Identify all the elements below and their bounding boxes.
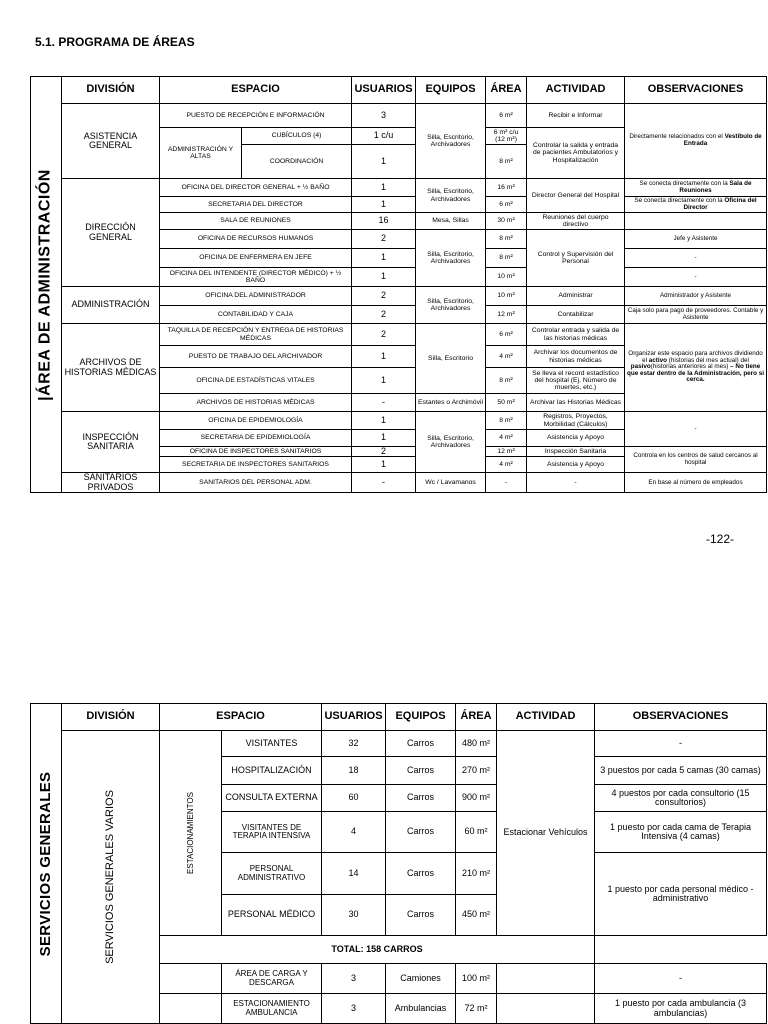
usuarios-cell: 30 — [322, 895, 386, 936]
division-cell: ASISTENCIA GENERAL — [62, 104, 160, 179]
espacio-cell: ARCHIVOS DE HISTORIAS MÉDICAS — [160, 394, 352, 412]
espacio-cell: VISITANTES DE TERAPIA INTENSIVA — [222, 812, 322, 853]
actividad-cell: Archivar los documentos de historias médicas — [527, 346, 625, 368]
usuarios-cell: 1 — [352, 179, 416, 197]
espacio-cell: COORDINACIÓN — [242, 145, 352, 179]
table-row — [31, 731, 767, 757]
area-cell: 12 m² — [486, 447, 527, 457]
actividad-cell: Control y Supervisión del Personal — [527, 230, 625, 287]
area-cell: 12 m² — [486, 306, 527, 324]
equipos-cell: Camiones — [386, 964, 456, 994]
services-table — [30, 703, 767, 1024]
observaciones-cell: 4 puestos por cada consultorio (15 consultorios) — [595, 785, 767, 812]
table-row — [31, 179, 767, 197]
usuarios-cell: 2 — [352, 287, 416, 306]
obs-bold: – No tiene que estar dentro de la Administración, pero si cerca. — [627, 363, 764, 384]
espacio-cell: OFICINA DEL ADMINISTRADOR — [160, 287, 352, 306]
equipos-cell: Ambulancias — [386, 994, 456, 1024]
espacio-cell: PERSONAL MÉDICO — [222, 895, 322, 936]
area-cell: 6 m² — [486, 197, 527, 213]
usuarios-cell: 1 — [352, 346, 416, 368]
division-label: SERVICIOS GENERALES VARIOS — [103, 790, 116, 964]
actividad-cell: Estacionar Vehículos — [497, 731, 595, 936]
espacio-cell: OFICINA DEL DIRECTOR GENERAL + ½ BAÑO — [160, 179, 352, 197]
espacio-cell: SECRETARIA DE EPIDEMIOLOGÍA — [160, 430, 352, 447]
espacio-cell: SECRETARIA DEL DIRECTOR — [160, 197, 352, 213]
area-cell: 6 m² — [486, 104, 527, 128]
area-cell: 480 m² — [456, 731, 497, 757]
obs-text: Directamente relacionados con el — [629, 133, 723, 141]
page-number: -122- — [706, 532, 735, 546]
side-label-cell — [31, 704, 62, 1024]
header-equipos: EQUIPOS — [386, 704, 456, 731]
area-cell: 210 m² — [456, 853, 497, 895]
area-cell: 8 m² — [486, 368, 527, 394]
equipos-cell: Silla, Escritorio, Archivadores — [416, 412, 486, 473]
section-heading: 5.1. PROGRAMA DE ÁREAS — [35, 35, 195, 49]
area-cell: 4 m² — [486, 346, 527, 368]
usuarios-cell: 2 — [352, 230, 416, 249]
area-cell: 8 m² — [486, 249, 527, 268]
espacio-cell: OFICINA DE ENFERMERA EN JEFE — [160, 249, 352, 268]
division-cell — [62, 731, 160, 1024]
equipos-cell: Carros — [386, 853, 456, 895]
table-row — [31, 324, 767, 346]
area-cell: 10 m² — [486, 268, 527, 287]
equipos-cell: Carros — [386, 757, 456, 785]
observaciones-cell: Jefe y Asistente — [625, 230, 767, 249]
usuarios-cell: 3 — [352, 104, 416, 128]
division-cell: ARCHIVOS DE HISTORIAS MÉDICAS — [62, 324, 160, 412]
observaciones-cell: 1 puesto por cada personal médico - administrativo — [595, 853, 767, 936]
table-row — [31, 287, 767, 306]
usuarios-cell: 60 — [322, 785, 386, 812]
espacio-cell: OFICINA DE RECURSOS HUMANOS — [160, 230, 352, 249]
side-label: |ÁREA DE ADMINISTRACIÓN — [36, 168, 54, 401]
subgroup-cell — [160, 731, 222, 936]
actividad-cell: Contabilizar — [527, 306, 625, 324]
actividad-cell: Recibir e Informar — [527, 104, 625, 128]
usuarios-cell: - — [352, 394, 416, 412]
usuarios-cell: 1 — [352, 412, 416, 430]
subgroup-label: ESTACIONAMIENTOS — [185, 792, 195, 874]
espacio-cell: OFICINA DEL INTENDENTE (DIRECTOR MÉDICO) + ½ BAÑO — [160, 268, 352, 287]
area-cell: 8 m² — [486, 412, 527, 430]
actividad-cell: Administrar — [527, 287, 625, 306]
usuarios-cell: 2 — [352, 324, 416, 346]
table-header-row — [31, 77, 767, 104]
side-label-cell — [31, 77, 62, 493]
observaciones-cell: 1 puesto por cada ambulancia (3 ambulancias) — [595, 994, 767, 1024]
equipos-cell: Carros — [386, 812, 456, 853]
espacio-cell: SECRETARIA DE INSPECTORES SANITARIOS — [160, 457, 352, 473]
header-observaciones: OBSERVACIONES — [595, 704, 767, 731]
header-area: ÁREA — [456, 704, 497, 731]
equipos-cell: Silla, Escritorio — [416, 324, 486, 394]
observaciones-cell: 3 puestos por cada 5 camas (30 camas) — [595, 757, 767, 785]
espacio-cell: PUESTO DE RECEPCIÓN E INFORMACIÓN — [160, 104, 352, 128]
espacio-cell: PERSONAL ADMINISTRATIVO — [222, 853, 322, 895]
obs-bold: Oficina del Director — [683, 196, 757, 211]
obs-text: Organizar este espacio para archivos dividiendo el — [628, 349, 763, 364]
area-cell: 270 m² — [456, 757, 497, 785]
total-cell: TOTAL: 158 CARROS — [160, 936, 595, 964]
usuarios-cell: 32 — [322, 731, 386, 757]
header-actividad: ACTIVIDAD — [497, 704, 595, 731]
actividad-cell: Archivar las Historias Médicas — [527, 394, 625, 412]
equipos-cell: Carros — [386, 895, 456, 936]
espacio-cell: SANITARIOS DEL PERSONAL ADM. — [160, 473, 352, 493]
usuarios-cell: 1 — [352, 430, 416, 447]
espacio-cell: HOSPITALIZACIÓN — [222, 757, 322, 785]
side-label: SERVICIOS GENERALES — [37, 771, 55, 956]
actividad-cell: Director General del Hospital — [527, 179, 625, 213]
observaciones-cell: - — [595, 964, 767, 994]
espacio-cell: OFICINA DE INSPECTORES SANITARIOS — [160, 447, 352, 457]
actividad-cell: - — [527, 473, 625, 493]
actividad-cell: Se lleva el record estadístico del hospital (Ej. Número de muertes, etc.) — [527, 368, 625, 394]
observaciones-cell: Caja solo para pago de proveedores. Contable y Asistente — [625, 306, 767, 324]
espacio-cell: OFICINA DE ESTADÍSTICAS VITALES — [160, 368, 352, 394]
header-actividad: ACTIVIDAD — [527, 77, 625, 104]
actividad-cell: Asistencia y Apoyo — [527, 430, 625, 447]
area-cell: 450 m² — [456, 895, 497, 936]
usuarios-cell: 14 — [322, 853, 386, 895]
actividad-cell: Reuniones del cuerpo directivo — [527, 213, 625, 230]
table-header-row — [31, 704, 767, 731]
area-cell: 30 m² — [486, 213, 527, 230]
area-cell: 72 m² — [456, 994, 497, 1024]
area-cell: 60 m² — [456, 812, 497, 853]
header-usuarios: USUARIOS — [322, 704, 386, 731]
obs-text: Se conecta directamente con la — [639, 179, 728, 187]
header-observaciones: OBSERVACIONES — [625, 77, 767, 104]
observaciones-cell: - — [625, 268, 767, 287]
equipos-cell: Wc / Lavamanos — [416, 473, 486, 493]
usuarios-cell: 1 — [352, 457, 416, 473]
equipos-cell: Silla, Escritorio, Archivadores — [416, 230, 486, 287]
equipos-cell: Carros — [386, 785, 456, 812]
usuarios-cell: - — [352, 473, 416, 493]
actividad-cell — [497, 994, 595, 1024]
area-cell: 50 m² — [486, 394, 527, 412]
header-usuarios: USUARIOS — [352, 77, 416, 104]
actividad-cell: Registros, Proyectos, Morbilidad (Cálculos) — [527, 412, 625, 430]
espacio-cell: VISITANTES — [222, 731, 322, 757]
observaciones-cell: - — [625, 249, 767, 268]
area-cell: 16 m² — [486, 179, 527, 197]
equipos-cell: Silla, Escritorio, Archivadores — [416, 104, 486, 179]
observaciones-cell — [625, 104, 767, 179]
equipos-cell: Silla, Escritorio, Archivadores — [416, 287, 486, 324]
area-cell: 4 m² — [486, 457, 527, 473]
observaciones-cell: 1 puesto por cada cama de Terapia Intensiva (4 camas) — [595, 812, 767, 853]
area-cell: 900 m² — [456, 785, 497, 812]
empty-cell — [160, 994, 222, 1024]
usuarios-cell: 3 — [322, 964, 386, 994]
usuarios-cell: 1 — [352, 368, 416, 394]
usuarios-cell: 1 c/u — [352, 128, 416, 145]
espacio-cell: OFICINA DE EPIDEMIOLOGÍA — [160, 412, 352, 430]
header-espacio: ESPACIO — [160, 704, 322, 731]
observaciones-cell — [625, 197, 767, 213]
equipos-cell: Silla, Escritorio, Archivadores — [416, 179, 486, 213]
area-cell: 6 m² c/u (12 m²) — [486, 128, 527, 145]
area-cell: - — [486, 473, 527, 493]
table-row — [31, 412, 767, 430]
espacio-cell: PUESTO DE TRABAJO DEL ARCHIVADOR — [160, 346, 352, 368]
espacio-cell: SALA DE REUNIONES — [160, 213, 352, 230]
espacio-cell: TAQUILLA DE RECEPCIÓN Y ENTREGA DE HISTORIAS MÉDICAS — [160, 324, 352, 346]
division-cell: INSPECCIÓN SANITARIA — [62, 412, 160, 473]
equipos-cell: Carros — [386, 731, 456, 757]
usuarios-cell: 1 — [352, 197, 416, 213]
obs-text: (historias anteriores al mes) — [650, 363, 729, 371]
espacio-cell: ÁREA DE CARGA Y DESCARGA — [222, 964, 322, 994]
usuarios-cell: 3 — [322, 994, 386, 1024]
header-area: ÁREA — [486, 77, 527, 104]
observaciones-cell: En base al número de empleados — [625, 473, 767, 493]
area-cell: 6 m² — [486, 324, 527, 346]
header-espacio: ESPACIO — [160, 77, 352, 104]
admin-area-table — [30, 76, 767, 493]
actividad-cell: Inspección Sanitaria — [527, 447, 625, 457]
observaciones-cell — [625, 213, 767, 230]
obs-bold: Sala de Reuniones — [679, 179, 752, 194]
observaciones-cell — [625, 179, 767, 197]
observaciones-cell: - — [595, 731, 767, 757]
area-cell: 4 m² — [486, 430, 527, 447]
area-cell: 8 m² — [486, 145, 527, 179]
area-cell: 10 m² — [486, 287, 527, 306]
usuarios-cell: 2 — [352, 447, 416, 457]
actividad-cell: Controlar entrada y salida de las historias médicas — [527, 324, 625, 346]
observaciones-cell: Administrador y Asistente — [625, 287, 767, 306]
espacio-cell: ESTACIONAMIENTO AMBULANCIA — [222, 994, 322, 1024]
espacio-group-cell: ADMINISTRACIÓN Y ALTAS — [160, 128, 242, 179]
usuarios-cell: 18 — [322, 757, 386, 785]
header-equipos: EQUIPOS — [416, 77, 486, 104]
usuarios-cell: 2 — [352, 306, 416, 324]
observaciones-cell: Controla en los centros de salud cercanos al hospital — [625, 447, 767, 473]
area-cell: 8 m² — [486, 230, 527, 249]
actividad-cell: Controlar la salida y entrada de pacientes Ambulatorios y Hospitalización — [527, 128, 625, 179]
header-division: DIVISIÓN — [62, 704, 160, 731]
empty-cell — [160, 964, 222, 994]
division-cell: DIRECCIÓN GENERAL — [62, 179, 160, 287]
usuarios-cell: 1 — [352, 145, 416, 179]
obs-bold: pasivo — [630, 363, 651, 371]
obs-bold: Vestíbulo de Entrada — [683, 133, 762, 147]
obs-bold: activo — [648, 356, 667, 364]
actividad-cell: Asistencia y Apoyo — [527, 457, 625, 473]
division-cell: SANITARIOS PRIVADOS — [62, 473, 160, 493]
usuarios-cell: 1 — [352, 249, 416, 268]
observaciones-cell: - — [625, 412, 767, 447]
observaciones-cell — [625, 324, 767, 412]
actividad-cell — [497, 964, 595, 994]
usuarios-cell: 16 — [352, 213, 416, 230]
espacio-cell: CONSULTA EXTERNA — [222, 785, 322, 812]
table-row — [31, 473, 767, 493]
equipos-cell: Mesa, Sillas — [416, 213, 486, 230]
obs-text: (historias del mes actual) del — [668, 356, 749, 364]
division-cell: ADMINISTRACIÓN — [62, 287, 160, 324]
obs-text: Se conecta directamente con la — [634, 196, 723, 204]
usuarios-cell: 1 — [352, 268, 416, 287]
espacio-cell: CUBÍCULOS (4) — [242, 128, 352, 145]
espacio-cell: CONTABILIDAD Y CAJA — [160, 306, 352, 324]
equipos-cell: Estantes o Archimóvil — [416, 394, 486, 412]
header-division: DIVISIÓN — [62, 77, 160, 104]
area-cell: 100 m² — [456, 964, 497, 994]
usuarios-cell: 4 — [322, 812, 386, 853]
table-row — [31, 104, 767, 128]
